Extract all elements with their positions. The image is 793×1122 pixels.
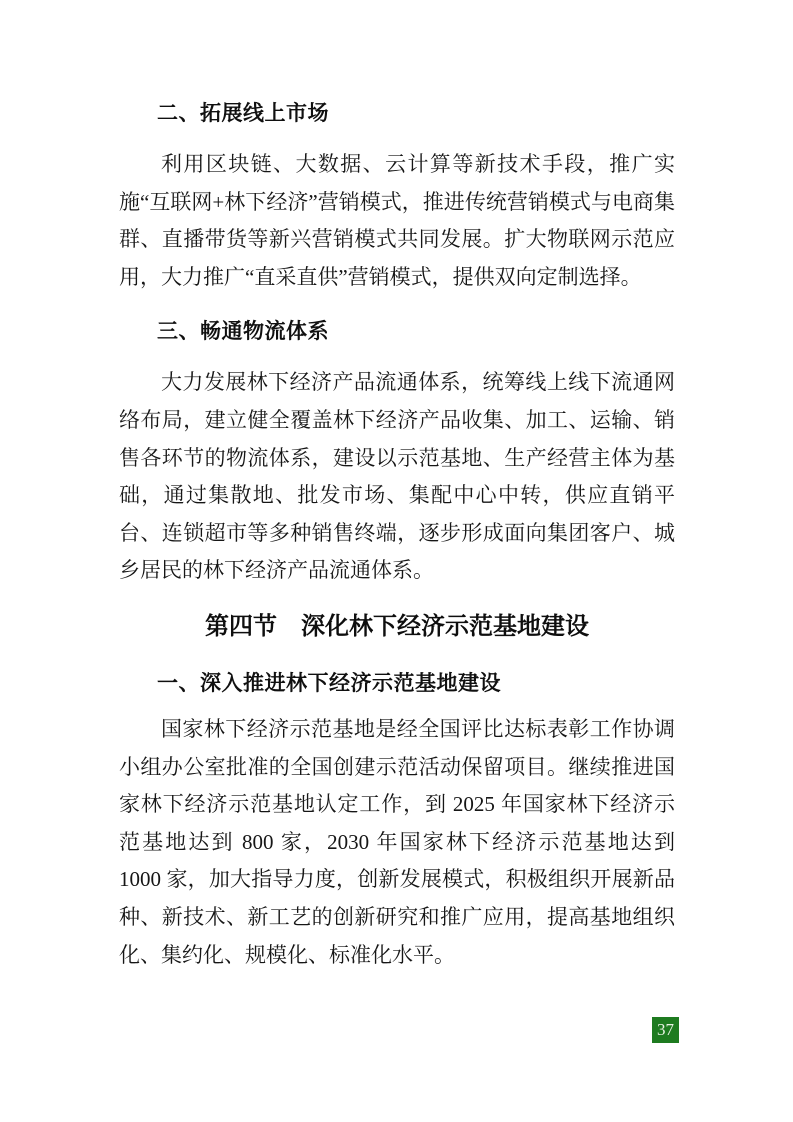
heading-expand-online-market: 二、拓展线上市场 xyxy=(157,102,329,125)
paragraph-logistics: 大力发展林下经济产品流通体系，统筹线上线下流通网络布局，建立健全覆盖林下经济产品收集、加工、运输、销售各环节的物流体系，建设以示范基地、生产经营主体为基础，通过集散地、批发市场、集配中心中转，供应直销平台、连锁超市等多种销售终端，逐步形成面向集团客户、城乡居民的林下经济产品流通体系。 xyxy=(119,370,675,583)
page-content xyxy=(119,0,675,974)
paragraph-demo-base: 国家林下经济示范基地是经全国评比达标表彰工作协调小组办公室批准的全国创建示范活动保留项目。继续推进国家林下经济示范基地认定工作，到 2025 年国家林下经济示范基地达到 800 家，2030 年国家林下经济示范基地达到 1000 家，加大指导力度，创新发展模式，积极组织开展新品种、新技术、新工艺的创新研究和推广应用，提高基地组织化、集约化、规模化、标准化水平。 xyxy=(119,716,675,967)
heading-demo-base: 一、深入推进林下经济示范基地建设 xyxy=(157,671,501,695)
section-title: 第四节 深化林下经济示范基地建设 xyxy=(205,613,589,640)
heading-logistics-system: 三、畅通物流体系 xyxy=(157,320,329,344)
paragraph-online-market: 利用区块链、大数据、云计算等新技术手段，推广实施“互联网+林下经济”营销模式，推进传统营销模式与电商集群、直播带货等新兴营销模式共同发展。扩大物联网示范应用，大力推广“直采直供”营销模式，提供双向定制选择。 xyxy=(119,152,675,289)
page-number-badge: 37 xyxy=(652,1017,679,1043)
